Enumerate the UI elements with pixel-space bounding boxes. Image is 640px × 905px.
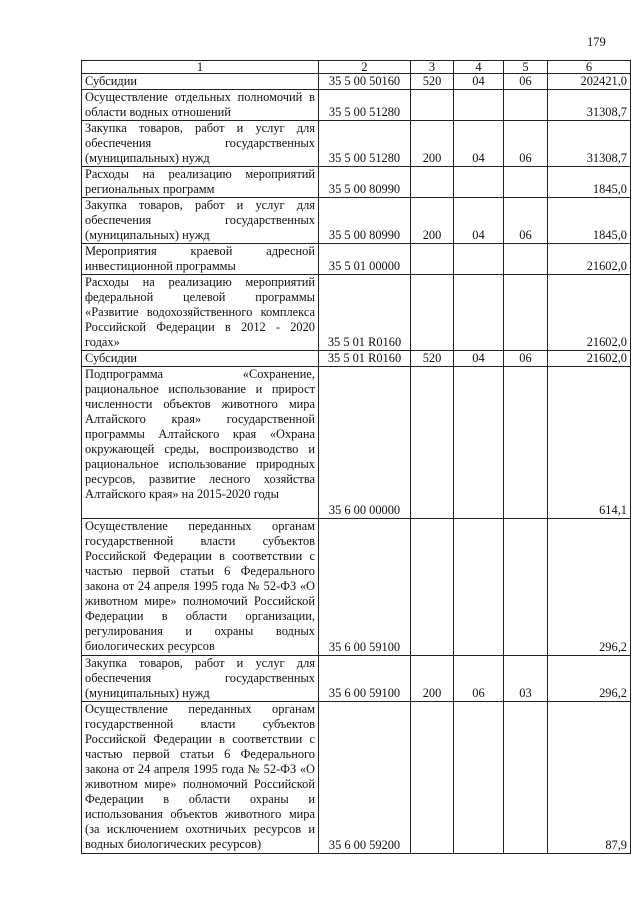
expense-kind (411, 167, 454, 198)
target-code: 35 5 00 51280 (319, 90, 411, 121)
target-code: 35 6 00 59100 (319, 519, 411, 656)
section-code (454, 275, 504, 351)
target-code: 35 5 00 51280 (319, 121, 411, 167)
amount: 87,9 (548, 702, 631, 854)
section-code (454, 167, 504, 198)
item-name: Осуществление переданных органам государственной власти субъектов Российской Федерации в соответствии с частью первой статьи 6 Федерального закона от 24 апреля 1995 года № 52-ФЗ «О животном мире» полномочий Российской Федерации в области охраны и использования объектов животного мира (за исключением охотничьих ресурсов и водных биологических ресурсов) (82, 702, 319, 854)
amount: 21602,0 (548, 244, 631, 275)
item-name: Осуществление отдельных полномочий в области водных отношений (82, 90, 319, 121)
expense-kind: 520 (411, 351, 454, 367)
subsection-code (504, 90, 548, 121)
item-name: Закупка товаров, работ и услуг для обеспечения государственных (муниципальных) нужд (82, 198, 319, 244)
expense-kind: 200 (411, 656, 454, 702)
target-code: 35 5 00 80990 (319, 198, 411, 244)
table-body (82, 61, 631, 854)
item-name: Расходы на реализацию мероприятий федеральной целевой программы «Развитие водохозяйственного комплекса Российской Федерации в 2012 - 2020 годах» (82, 275, 319, 351)
section-code: 04 (454, 74, 504, 90)
item-name: Расходы на реализацию мероприятий региональных программ (82, 167, 319, 198)
expense-kind (411, 90, 454, 121)
section-code: 04 (454, 198, 504, 244)
item-name: Закупка товаров, работ и услуг для обеспечения государственных (муниципальных) нужд (82, 121, 319, 167)
amount: 21602,0 (548, 351, 631, 367)
subsection-code (504, 167, 548, 198)
amount: 1845,0 (548, 167, 631, 198)
section-code (454, 367, 504, 519)
expense-kind (411, 519, 454, 656)
amount: 296,2 (548, 656, 631, 702)
table-row (82, 656, 631, 702)
expense-kind (411, 244, 454, 275)
amount: 21602,0 (548, 275, 631, 351)
target-code: 35 5 01 R0160 (319, 351, 411, 367)
table-row (82, 121, 631, 167)
amount: 296,2 (548, 519, 631, 656)
table-row (82, 351, 631, 367)
expense-kind: 200 (411, 121, 454, 167)
subsection-code: 06 (504, 351, 548, 367)
subsection-code (504, 702, 548, 854)
section-code (454, 702, 504, 854)
amount: 31308,7 (548, 90, 631, 121)
item-name: Осуществление переданных органам государственной власти субъектов Российской Федерации в соответствии с частью первой статьи 6 Федерального закона от 24 апреля 1995 года № 52-ФЗ «О животном мире» полномочий Российской Федерации в области организации, регулирования и охраны водных биологических ресурсов (82, 519, 319, 656)
item-name: Закупка товаров, работ и услуг для обеспечения государственных (муниципальных) нужд (82, 656, 319, 702)
table-row (82, 74, 631, 90)
subsection-code: 06 (504, 121, 548, 167)
item-name: Подпрограмма «Сохранение, рациональное использование и прирост численности объектов животного мира Алтайского края» государственной программы Алтайского края «Охрана окружающей среды, воспроизводство и рациональное использование природных ресурсов, развитие лесного хозяйства Алтайского края» на 2015-2020 годы (82, 367, 319, 519)
amount: 614,1 (548, 367, 631, 519)
item-name: Мероприятия краевой адресной инвестиционной программы (82, 244, 319, 275)
expense-kind (411, 367, 454, 519)
column-header: 3 (411, 61, 454, 74)
table-row (82, 275, 631, 351)
table-row (82, 167, 631, 198)
column-header: 6 (548, 61, 631, 74)
amount: 1845,0 (548, 198, 631, 244)
subsection-code (504, 367, 548, 519)
item-name: Субсидии (82, 74, 319, 90)
table-row (82, 702, 631, 854)
column-header: 1 (82, 61, 319, 74)
section-code: 04 (454, 351, 504, 367)
expense-kind: 200 (411, 198, 454, 244)
subsection-code: 06 (504, 74, 548, 90)
subsection-code: 03 (504, 656, 548, 702)
target-code: 35 5 00 50160 (319, 74, 411, 90)
target-code: 35 6 00 00000 (319, 367, 411, 519)
expense-kind (411, 275, 454, 351)
amount: 31308,7 (548, 121, 631, 167)
target-code: 35 6 00 59200 (319, 702, 411, 854)
subsection-code (504, 519, 548, 656)
expense-kind (411, 702, 454, 854)
page-number: 179 (587, 35, 606, 49)
subsection-code: 06 (504, 198, 548, 244)
section-code (454, 90, 504, 121)
table-row (82, 198, 631, 244)
column-header: 2 (319, 61, 411, 74)
amount: 202421,0 (548, 74, 631, 90)
target-code: 35 5 01 00000 (319, 244, 411, 275)
target-code: 35 5 00 80990 (319, 167, 411, 198)
table-row (82, 90, 631, 121)
column-header: 5 (504, 61, 548, 74)
target-code: 35 5 01 R0160 (319, 275, 411, 351)
subsection-code (504, 275, 548, 351)
table-row (82, 244, 631, 275)
section-code (454, 244, 504, 275)
table-header-row (82, 61, 631, 74)
expense-kind: 520 (411, 74, 454, 90)
section-code: 06 (454, 656, 504, 702)
item-name: Субсидии (82, 351, 319, 367)
column-header: 4 (454, 61, 504, 74)
section-code (454, 519, 504, 656)
subsection-code (504, 244, 548, 275)
table-row (82, 367, 631, 519)
target-code: 35 6 00 59100 (319, 656, 411, 702)
table-row (82, 519, 631, 656)
section-code: 04 (454, 121, 504, 167)
budget-table (81, 60, 631, 854)
